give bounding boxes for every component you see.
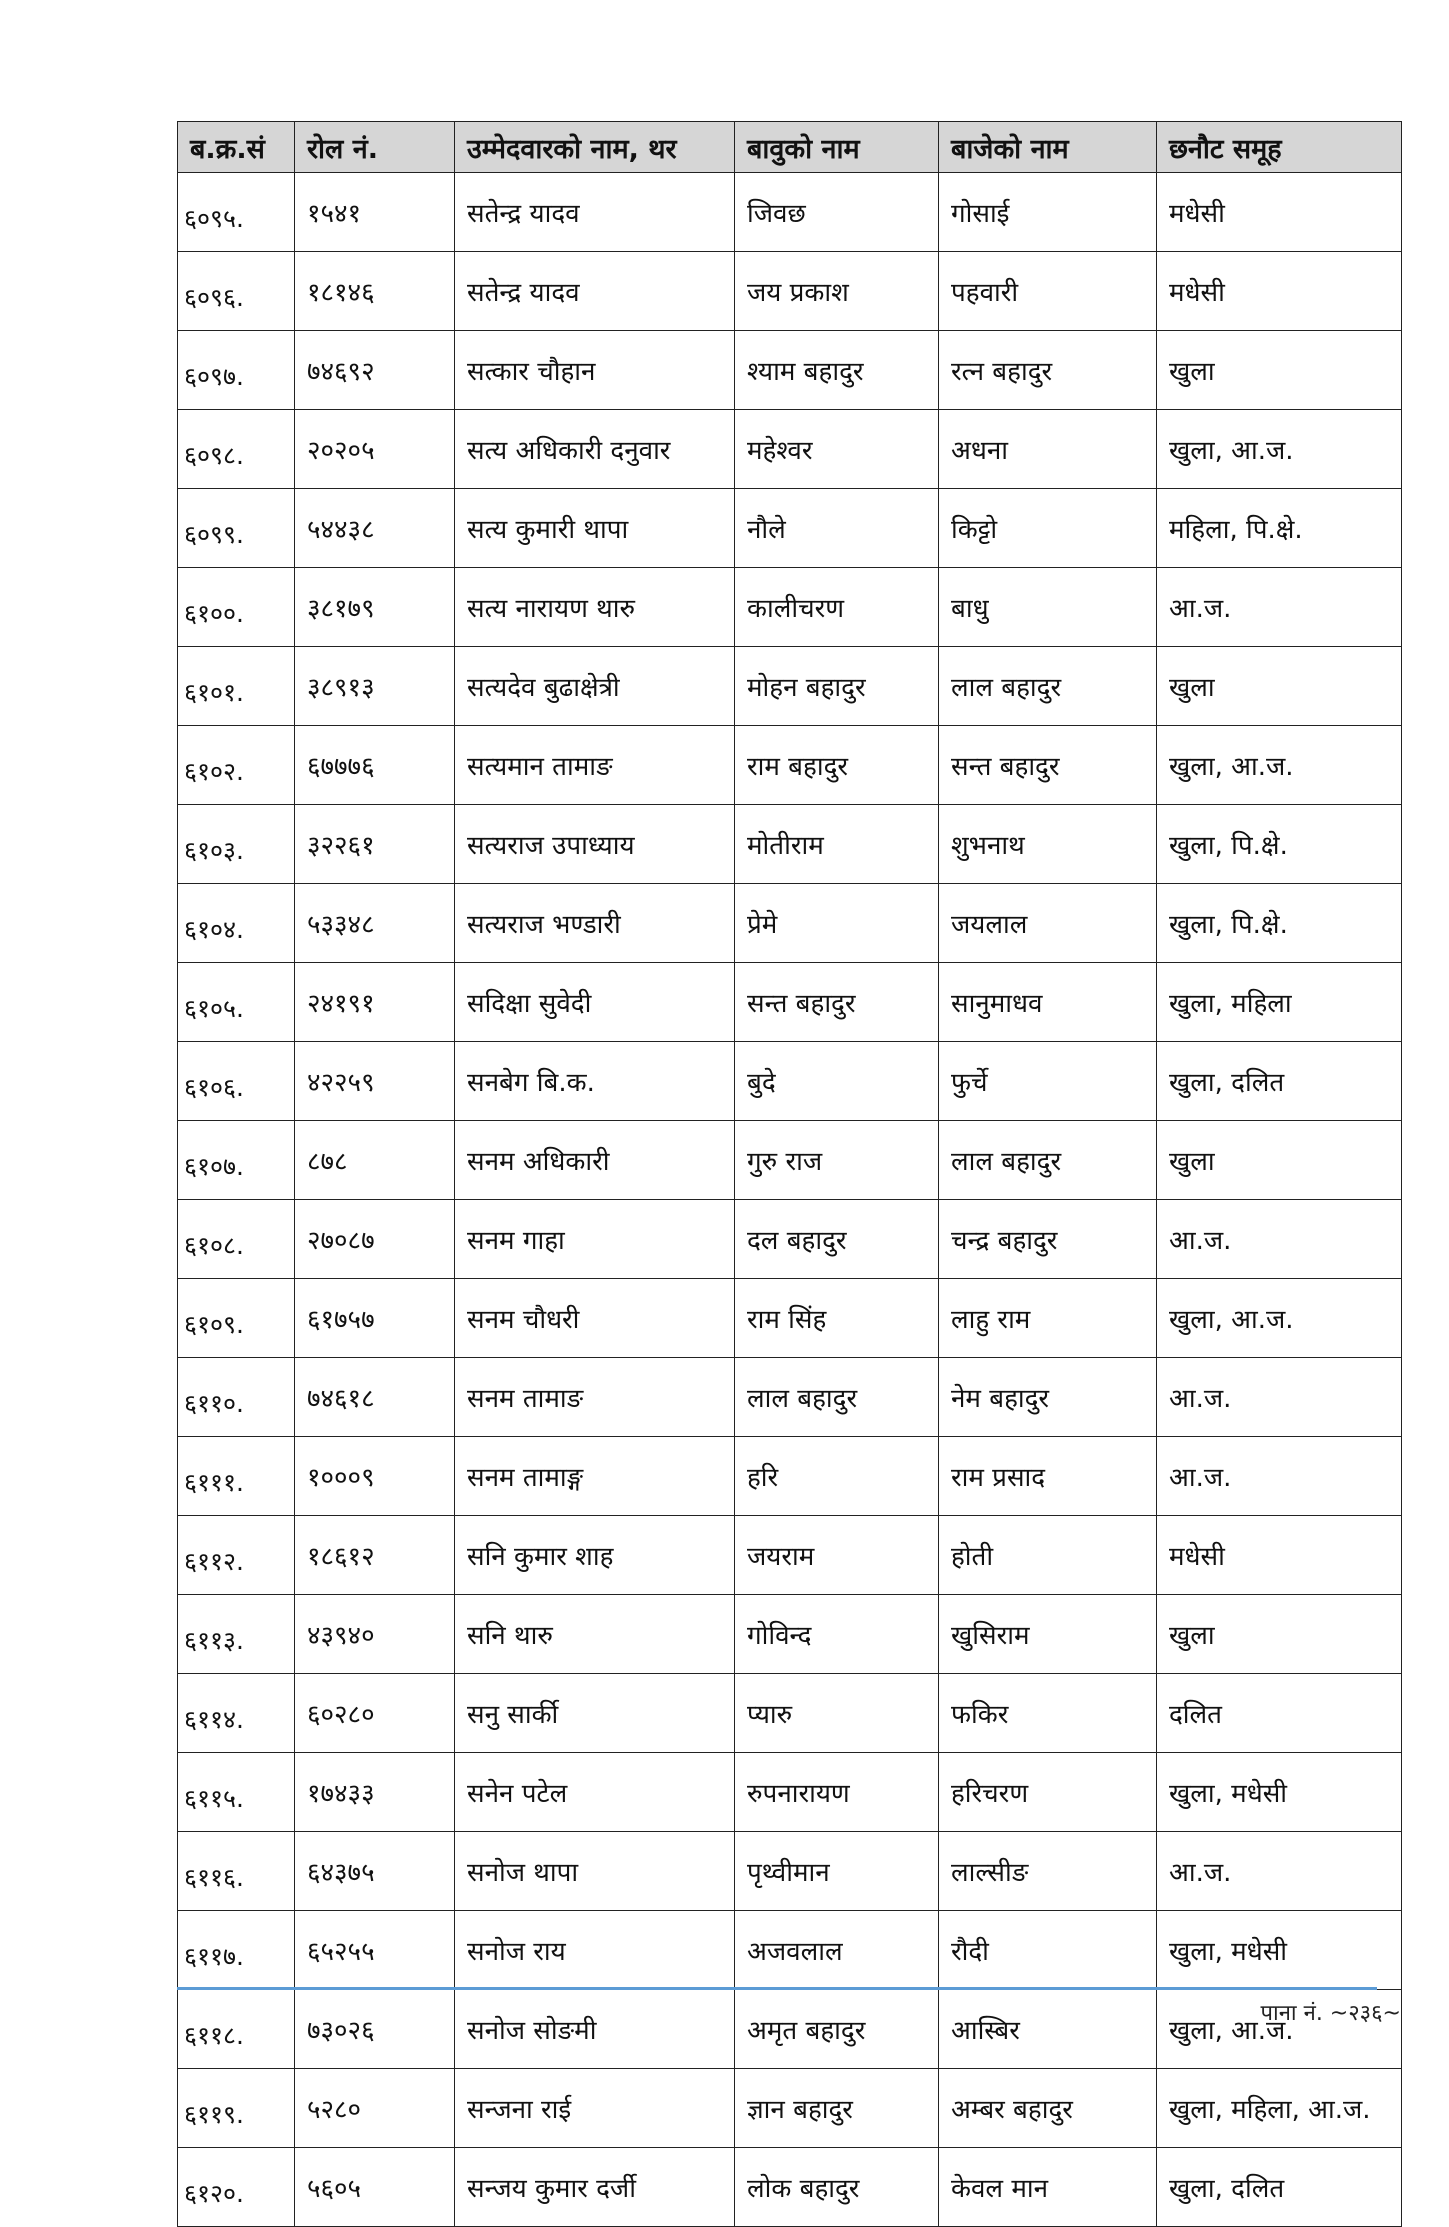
selection-group-cell: खुला, महिला, आ.ज. bbox=[1157, 2069, 1402, 2148]
candidate-name-cell: सन्जना राई bbox=[455, 2069, 735, 2148]
grandfather-name-cell: गोसाई bbox=[939, 173, 1157, 252]
candidate-name-cell: सन्जय कुमार दर्जी bbox=[455, 2148, 735, 2227]
father-name-cell: हरि bbox=[735, 1437, 939, 1516]
grandfather-name-cell: फुर्चे bbox=[939, 1042, 1157, 1121]
grandfather-name-cell: लाहु राम bbox=[939, 1279, 1157, 1358]
selection-group-cell: आ.ज. bbox=[1157, 1437, 1402, 1516]
roll-number-cell: ३८१७९ bbox=[295, 568, 455, 647]
serial-number-cell: ६१२०. bbox=[178, 2148, 295, 2227]
serial-number-cell: ६१०५. bbox=[178, 963, 295, 1042]
serial-number-cell: ६११५. bbox=[178, 1753, 295, 1832]
header-candidate-name: उम्मेदवारको नाम, थर bbox=[455, 122, 735, 173]
candidate-name-cell: सत्यदेव बुढाक्षेत्री bbox=[455, 647, 735, 726]
grandfather-name-cell: जयलाल bbox=[939, 884, 1157, 963]
father-name-cell: महेश्वर bbox=[735, 410, 939, 489]
father-name-cell: ज्ञान बहादुर bbox=[735, 2069, 939, 2148]
selection-group-cell: आ.ज. bbox=[1157, 1358, 1402, 1437]
candidate-name-cell: सनम गाहा bbox=[455, 1200, 735, 1279]
serial-number-cell: ६११०. bbox=[178, 1358, 295, 1437]
father-name-cell: राम बहादुर bbox=[735, 726, 939, 805]
table-row bbox=[178, 726, 1402, 805]
serial-number-cell: ६११८. bbox=[178, 1990, 295, 2069]
roll-number-cell: १८६१२ bbox=[295, 1516, 455, 1595]
father-name-cell: श्याम बहादुर bbox=[735, 331, 939, 410]
grandfather-name-cell: अधना bbox=[939, 410, 1157, 489]
selection-group-cell: खुला, मधेसी bbox=[1157, 1753, 1402, 1832]
table-row bbox=[178, 1042, 1402, 1121]
father-name-cell: जय प्रकाश bbox=[735, 252, 939, 331]
roll-number-cell: ६०२८० bbox=[295, 1674, 455, 1753]
table-row bbox=[178, 1595, 1402, 1674]
roll-number-cell: १८१४६ bbox=[295, 252, 455, 331]
roll-number-cell: ४३९४० bbox=[295, 1595, 455, 1674]
grandfather-name-cell: रौदी bbox=[939, 1911, 1157, 1990]
serial-number-cell: ६११९. bbox=[178, 2069, 295, 2148]
serial-number-cell: ६१०६. bbox=[178, 1042, 295, 1121]
table-body bbox=[178, 173, 1402, 2227]
selection-group-cell: खुला, दलित bbox=[1157, 1042, 1402, 1121]
father-name-cell: अमृत बहादुर bbox=[735, 1990, 939, 2069]
roll-number-cell: ५४४३८ bbox=[295, 489, 455, 568]
selection-group-cell: खुला bbox=[1157, 1595, 1402, 1674]
father-name-cell: जिवछ bbox=[735, 173, 939, 252]
grandfather-name-cell: लाल्सीङ bbox=[939, 1832, 1157, 1911]
candidate-name-cell: सनबेग बि.क. bbox=[455, 1042, 735, 1121]
selection-group-cell: आ.ज. bbox=[1157, 1200, 1402, 1279]
candidate-name-cell: सत्यराज उपाध्याय bbox=[455, 805, 735, 884]
candidate-name-cell: सनोज सोङमी bbox=[455, 1990, 735, 2069]
footer-rule bbox=[177, 1987, 1377, 1990]
roll-number-cell: २४१९१ bbox=[295, 963, 455, 1042]
selection-group-cell: खुला, पि.क्षे. bbox=[1157, 884, 1402, 963]
grandfather-name-cell: रत्न बहादुर bbox=[939, 331, 1157, 410]
candidate-name-cell: सनु सार्की bbox=[455, 1674, 735, 1753]
roll-number-cell: ५२८० bbox=[295, 2069, 455, 2148]
roll-number-cell: ८७८ bbox=[295, 1121, 455, 1200]
header-grandfather-name: बाजेको नाम bbox=[939, 122, 1157, 173]
table-row bbox=[178, 489, 1402, 568]
roll-number-cell: ५६०५ bbox=[295, 2148, 455, 2227]
selection-group-cell: खुला, आ.ज. bbox=[1157, 410, 1402, 489]
table-row bbox=[178, 2148, 1402, 2227]
father-name-cell: बुदे bbox=[735, 1042, 939, 1121]
grandfather-name-cell: पहवारी bbox=[939, 252, 1157, 331]
roll-number-cell: ७३०२६ bbox=[295, 1990, 455, 2069]
candidate-name-cell: सनि कुमार शाह bbox=[455, 1516, 735, 1595]
serial-number-cell: ६११४. bbox=[178, 1674, 295, 1753]
selection-group-cell: मधेसी bbox=[1157, 1516, 1402, 1595]
table-row bbox=[178, 1516, 1402, 1595]
grandfather-name-cell: सानुमाधव bbox=[939, 963, 1157, 1042]
roll-number-cell: ७४६१८ bbox=[295, 1358, 455, 1437]
serial-number-cell: ६१०२. bbox=[178, 726, 295, 805]
selection-group-cell: मधेसी bbox=[1157, 173, 1402, 252]
father-name-cell: लाल बहादुर bbox=[735, 1358, 939, 1437]
candidate-results-table bbox=[177, 121, 1402, 2227]
selection-group-cell: महिला, पि.क्षे. bbox=[1157, 489, 1402, 568]
grandfather-name-cell: राम प्रसाद bbox=[939, 1437, 1157, 1516]
father-name-cell: नौले bbox=[735, 489, 939, 568]
father-name-cell: लोक बहादुर bbox=[735, 2148, 939, 2227]
father-name-cell: पृथ्वीमान bbox=[735, 1832, 939, 1911]
header-father-name: बावुको नाम bbox=[735, 122, 939, 173]
father-name-cell: कालीचरण bbox=[735, 568, 939, 647]
table-row bbox=[178, 963, 1402, 1042]
selection-group-cell: दलित bbox=[1157, 1674, 1402, 1753]
father-name-cell: मोहन बहादुर bbox=[735, 647, 939, 726]
header-serial-number: ब.क्र.सं bbox=[178, 122, 295, 173]
serial-number-cell: ६११६. bbox=[178, 1832, 295, 1911]
grandfather-name-cell: किट्टो bbox=[939, 489, 1157, 568]
selection-group-cell: खुला, पि.क्षे. bbox=[1157, 805, 1402, 884]
father-name-cell: अजवलाल bbox=[735, 1911, 939, 1990]
table-row bbox=[178, 1990, 1402, 2069]
roll-number-cell: ६७७७६ bbox=[295, 726, 455, 805]
father-name-cell: मोतीराम bbox=[735, 805, 939, 884]
serial-number-cell: ६०९७. bbox=[178, 331, 295, 410]
table-row bbox=[178, 331, 1402, 410]
candidate-name-cell: सनि थारु bbox=[455, 1595, 735, 1674]
table-row bbox=[178, 173, 1402, 252]
selection-group-cell: खुला, आ.ज. bbox=[1157, 1990, 1402, 2069]
grandfather-name-cell: नेम बहादुर bbox=[939, 1358, 1157, 1437]
selection-group-cell: खुला, महिला bbox=[1157, 963, 1402, 1042]
candidate-name-cell: सत्यराज भण्डारी bbox=[455, 884, 735, 963]
table-row bbox=[178, 1911, 1402, 1990]
header-roll-number: रोल नं. bbox=[295, 122, 455, 173]
roll-number-cell: ७४६९२ bbox=[295, 331, 455, 410]
selection-group-cell: मधेसी bbox=[1157, 252, 1402, 331]
serial-number-cell: ६१००. bbox=[178, 568, 295, 647]
candidate-name-cell: सत्य नारायण थारु bbox=[455, 568, 735, 647]
candidate-name-cell: सत्कार चौहान bbox=[455, 331, 735, 410]
grandfather-name-cell: हरिचरण bbox=[939, 1753, 1157, 1832]
candidate-name-cell: सत्यमान तामाङ bbox=[455, 726, 735, 805]
table-row bbox=[178, 252, 1402, 331]
serial-number-cell: ६१०९. bbox=[178, 1279, 295, 1358]
table-row bbox=[178, 410, 1402, 489]
serial-number-cell: ६०९९. bbox=[178, 489, 295, 568]
serial-number-cell: ६११२. bbox=[178, 1516, 295, 1595]
selection-group-cell: खुला, दलित bbox=[1157, 2148, 1402, 2227]
table-row bbox=[178, 1437, 1402, 1516]
father-name-cell: प्रेमे bbox=[735, 884, 939, 963]
table-header-row bbox=[178, 122, 1402, 173]
father-name-cell: गुरु राज bbox=[735, 1121, 939, 1200]
selection-group-cell: खुला, आ.ज. bbox=[1157, 726, 1402, 805]
table-row bbox=[178, 884, 1402, 963]
father-name-cell: सन्त बहादुर bbox=[735, 963, 939, 1042]
serial-number-cell: ६०९८. bbox=[178, 410, 295, 489]
serial-number-cell: ६१०७. bbox=[178, 1121, 295, 1200]
grandfather-name-cell: चन्द्र बहादुर bbox=[939, 1200, 1157, 1279]
roll-number-cell: १७४३३ bbox=[295, 1753, 455, 1832]
father-name-cell: दल बहादुर bbox=[735, 1200, 939, 1279]
table-row bbox=[178, 2069, 1402, 2148]
table-row bbox=[178, 805, 1402, 884]
roll-number-cell: ३८९१३ bbox=[295, 647, 455, 726]
header-selection-group: छनौट समूह bbox=[1157, 122, 1402, 173]
candidate-name-cell: सनम तामाङ bbox=[455, 1358, 735, 1437]
grandfather-name-cell: अम्बर बहादुर bbox=[939, 2069, 1157, 2148]
candidate-name-cell: सनोज राय bbox=[455, 1911, 735, 1990]
roll-number-cell: २७०८७ bbox=[295, 1200, 455, 1279]
father-name-cell: गोविन्द bbox=[735, 1595, 939, 1674]
roll-number-cell: १०००९ bbox=[295, 1437, 455, 1516]
candidate-name-cell: सतेन्द्र यादव bbox=[455, 252, 735, 331]
table-row bbox=[178, 1279, 1402, 1358]
serial-number-cell: ६११७. bbox=[178, 1911, 295, 1990]
grandfather-name-cell: आस्बिर bbox=[939, 1990, 1157, 2069]
grandfather-name-cell: सन्त बहादुर bbox=[939, 726, 1157, 805]
candidate-name-cell: सत्य कुमारी थापा bbox=[455, 489, 735, 568]
page-number: पाना नं. ~२३६~ bbox=[1260, 2001, 1401, 2026]
table-row bbox=[178, 1200, 1402, 1279]
roll-number-cell: ६४३७५ bbox=[295, 1832, 455, 1911]
grandfather-name-cell: लाल बहादुर bbox=[939, 1121, 1157, 1200]
candidate-name-cell: सनोज थापा bbox=[455, 1832, 735, 1911]
father-name-cell: राम सिंह bbox=[735, 1279, 939, 1358]
serial-number-cell: ६०९५. bbox=[178, 173, 295, 252]
serial-number-cell: ६०९६. bbox=[178, 252, 295, 331]
table-row bbox=[178, 1358, 1402, 1437]
candidate-name-cell: सतेन्द्र यादव bbox=[455, 173, 735, 252]
grandfather-name-cell: केवल मान bbox=[939, 2148, 1157, 2227]
serial-number-cell: ६१११. bbox=[178, 1437, 295, 1516]
selection-group-cell: आ.ज. bbox=[1157, 568, 1402, 647]
roll-number-cell: ३२२६१ bbox=[295, 805, 455, 884]
table-row bbox=[178, 1832, 1402, 1911]
candidate-name-cell: सत्य अधिकारी दनुवार bbox=[455, 410, 735, 489]
roll-number-cell: ५३३४८ bbox=[295, 884, 455, 963]
serial-number-cell: ६१०१. bbox=[178, 647, 295, 726]
table-row bbox=[178, 568, 1402, 647]
table-row bbox=[178, 1753, 1402, 1832]
grandfather-name-cell: होती bbox=[939, 1516, 1157, 1595]
candidate-name-cell: सदिक्षा सुवेदी bbox=[455, 963, 735, 1042]
table-row bbox=[178, 1674, 1402, 1753]
grandfather-name-cell: शुभनाथ bbox=[939, 805, 1157, 884]
roll-number-cell: १५४१ bbox=[295, 173, 455, 252]
serial-number-cell: ६११३. bbox=[178, 1595, 295, 1674]
candidate-name-cell: सनेन पटेल bbox=[455, 1753, 735, 1832]
selection-group-cell: खुला bbox=[1157, 1121, 1402, 1200]
serial-number-cell: ६१०४. bbox=[178, 884, 295, 963]
table-row bbox=[178, 647, 1402, 726]
roll-number-cell: २०२०५ bbox=[295, 410, 455, 489]
selection-group-cell: खुला bbox=[1157, 647, 1402, 726]
grandfather-name-cell: खुसिराम bbox=[939, 1595, 1157, 1674]
roll-number-cell: ६१७५७ bbox=[295, 1279, 455, 1358]
candidate-name-cell: सनम अधिकारी bbox=[455, 1121, 735, 1200]
grandfather-name-cell: बाधु bbox=[939, 568, 1157, 647]
serial-number-cell: ६१०३. bbox=[178, 805, 295, 884]
selection-group-cell: खुला bbox=[1157, 331, 1402, 410]
father-name-cell: जयराम bbox=[735, 1516, 939, 1595]
selection-group-cell: खुला, आ.ज. bbox=[1157, 1279, 1402, 1358]
grandfather-name-cell: फकिर bbox=[939, 1674, 1157, 1753]
father-name-cell: प्यारु bbox=[735, 1674, 939, 1753]
roll-number-cell: ४२२५९ bbox=[295, 1042, 455, 1121]
selection-group-cell: खुला, मधेसी bbox=[1157, 1911, 1402, 1990]
roll-number-cell: ६५२५५ bbox=[295, 1911, 455, 1990]
grandfather-name-cell: लाल बहादुर bbox=[939, 647, 1157, 726]
selection-group-cell: आ.ज. bbox=[1157, 1832, 1402, 1911]
serial-number-cell: ६१०८. bbox=[178, 1200, 295, 1279]
candidate-name-cell: सनम चौधरी bbox=[455, 1279, 735, 1358]
table-row bbox=[178, 1121, 1402, 1200]
candidate-name-cell: सनम तामाङ्ग bbox=[455, 1437, 735, 1516]
father-name-cell: रुपनारायण bbox=[735, 1753, 939, 1832]
